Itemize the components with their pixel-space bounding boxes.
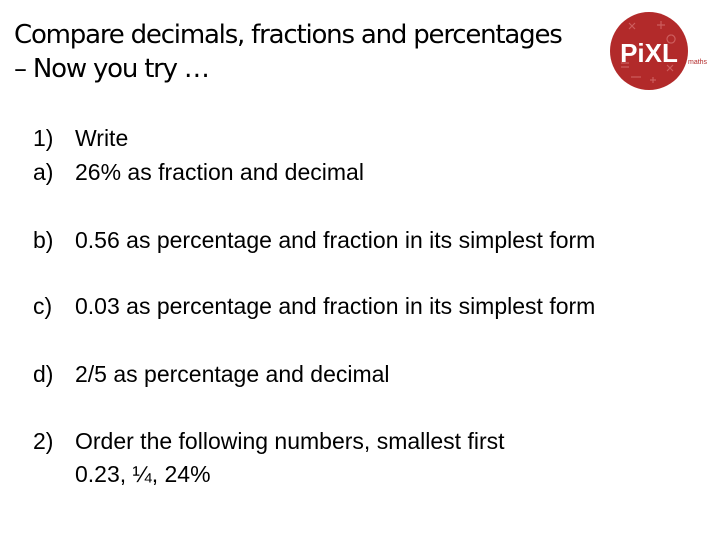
question-1c-text: 0.03 as percentage and fraction in its simplest form <box>75 293 596 319</box>
question-1-number: 1) <box>33 125 54 151</box>
question-1a-text: 26% as fraction and decimal <box>75 159 364 185</box>
question-2-values: 0.23, ¼, 24% <box>75 461 211 487</box>
slide-title <box>14 18 604 86</box>
question-1-text: Write <box>75 125 129 151</box>
question-1c <box>33 293 595 320</box>
question-1a <box>33 159 364 186</box>
title-line-2: – Now you try … <box>14 54 209 84</box>
question-2-number: 2) <box>33 428 54 454</box>
question-2-text: Order the following numbers, smallest first <box>75 428 505 454</box>
question-1a-label: a) <box>33 159 54 185</box>
question-1b-label: b) <box>33 227 54 253</box>
question-1b-text: 0.56 as percentage and fraction in its simplest form <box>75 227 596 253</box>
question-1d-text: 2/5 as percentage and decimal <box>75 361 390 387</box>
question-1d <box>33 361 390 388</box>
question-1d-label: d) <box>33 361 54 387</box>
logo-text: PiXL <box>620 38 678 68</box>
pixl-logo <box>609 11 689 91</box>
question-1b <box>33 227 595 254</box>
question-1 <box>33 125 128 152</box>
title-line-1: Compare decimals, fractions and percentages <box>14 20 562 50</box>
logo-subtext: maths <box>688 59 708 66</box>
question-2 <box>33 428 505 455</box>
question-1c-label: c) <box>33 293 53 319</box>
